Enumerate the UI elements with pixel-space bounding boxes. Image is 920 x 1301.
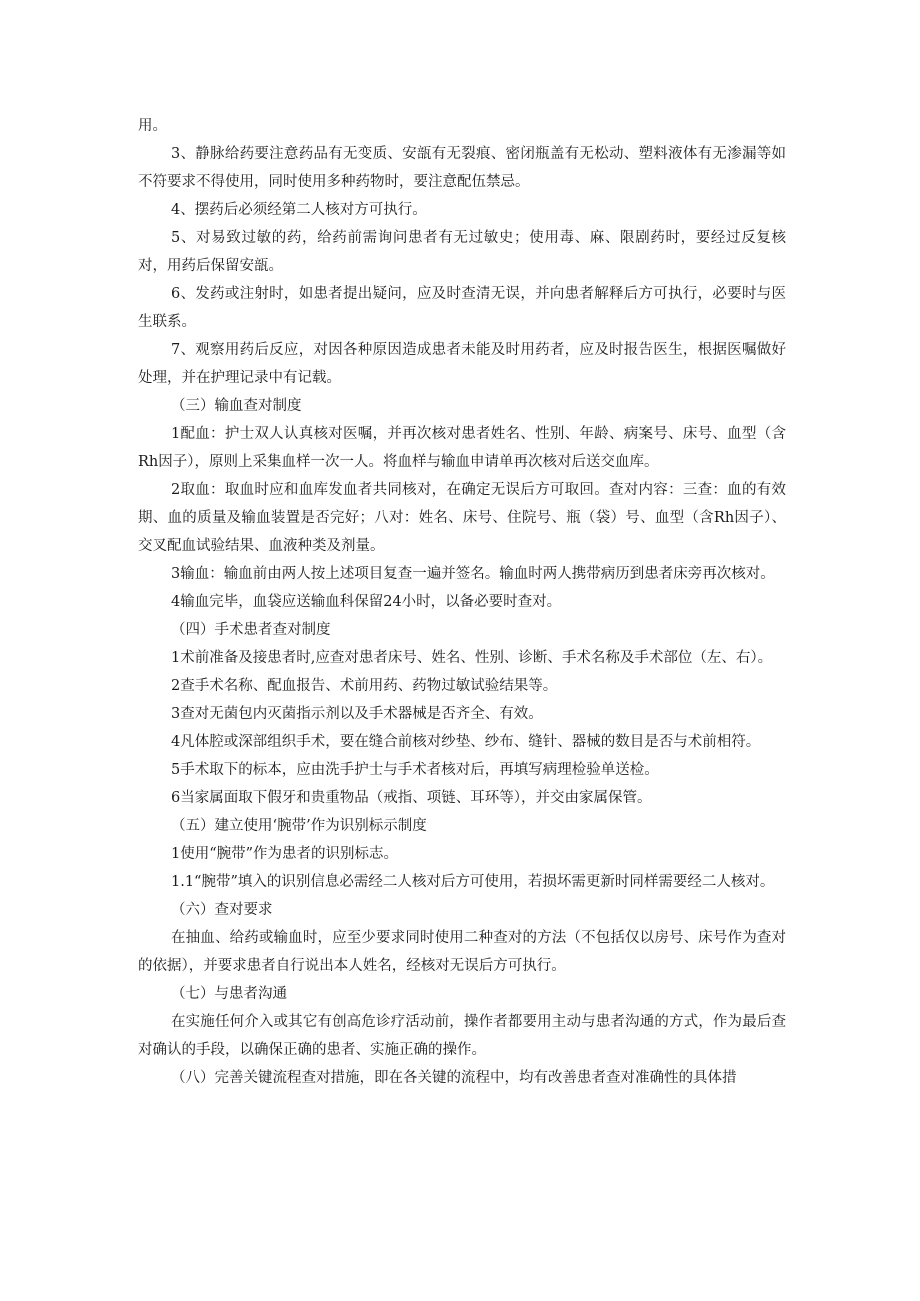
paragraph-item-5: 5、对易致过敏的药，给药前需询问患者有无过敏史；使用毒、麻、限剧药时，要经过反复核对，用药后保留安瓿。 [138,230,786,274]
paragraph-item-7: 7、观察用药后反应，对因各种原因造成患者未能及时用药者，应及时报告医生，根据医嘱做好处理，并在护理记录中有记载。 [138,342,786,386]
paragraph-item-4: 4、摆药后必须经第二人核对方可执行。 [171,202,427,218]
paragraph-surgery-3: 3查对无菌包内灭菌指示剂以及手术器械是否齐全、有效。 [171,706,543,722]
section-heading-key-processes: （八）完善关键流程查对措施，即在各关键的流程中，均有改善患者查对准确性的具体措 [171,1070,737,1086]
paragraph-blood-matching: 1配血：护士双人认真核对医嘱，并再次核对患者姓名、性别、年龄、病案号、床号、血型（含Rh因子），原则上采集血样一次一人。将血样与输血申请单再次核对后送交血库。 [138,426,786,470]
section-heading-requirements: （六）查对要求 [171,902,273,918]
paragraph-blood-pickup: 2取血：取血时应和血库发血者共同核对，在确定无误后方可取回。查对内容：三查：血的有效期、血的质量及输血装置是否完好；八对：姓名、床号、住院号、瓶（袋）号、血型（含Rh因子）、交叉配血试验结果、血液种类及剂量。 [138,482,786,554]
paragraph-surgery-4: 4凡体腔或深部组织手术，要在缝合前核对纱垫、纱布、缝针、器械的数目是否与术前相符。 [171,734,761,750]
paragraph-blood-complete: 4输血完毕，血袋应送输血科保留24小时，以备必要时查对。 [171,594,562,610]
section-heading-wristband: （五）建立使用‘腕带’作为识别标示制度 [171,818,427,834]
paragraph-surgery-5: 5手术取下的标本，应由洗手护士与手术者核对后，再填写病理检验单送检。 [171,762,659,778]
paragraph-continuation: 用。 [138,118,167,134]
paragraph-wristband-1: 1使用“腕带”作为患者的识别标志。 [171,846,399,862]
paragraph-requirements: 在抽血、给药或输血时，应至少要求同时使用二种查对的方法（不包括仅以房号、床号作为查对的依据），并要求患者自行说出本人姓名，经核对无误后方可执行。 [138,930,786,974]
section-heading-blood-transfusion: （三）输血查对制度 [171,398,302,414]
paragraph-surgery-2: 2查手术名称、配血报告、术前用药、药物过敏试验结果等。 [171,678,558,694]
paragraph-item-3: 3、静脉给药要注意药品有无变质、安瓿有无裂痕、密闭瓶盖有无松动、塑料液体有无渗漏等如不符要求不得使用，同时使用多种药物时，要注意配伍禁忌。 [138,146,786,190]
paragraph-wristband-1-1: 1.1“腕带”填入的识别信息必需经二人核对后方可使用，若损坏需更新时同样需要经二人核对。 [171,874,775,890]
section-heading-communication: （七）与患者沟通 [171,986,287,1002]
document-page [138,112,786,1092]
paragraph-communication: 在实施任何介入或其它有创高危诊疗活动前，操作者都要用主动与患者沟通的方式，作为最后查对确认的手段，以确保正确的患者、实施正确的操作。 [138,1014,786,1058]
paragraph-blood-transfusion: 3输血：输血前由两人按上述项目复查一遍并签名。输血时两人携带病历到患者床旁再次核对。 [171,566,775,582]
section-heading-surgery: （四）手术患者查对制度 [171,622,331,638]
paragraph-surgery-6: 6当家属面取下假牙和贵重物品（戒指、项链、耳环等），并交由家属保管。 [171,790,652,806]
paragraph-item-6: 6、发药或注射时，如患者提出疑问，应及时查清无误，并向患者解释后方可执行，必要时与医生联系。 [138,286,786,330]
paragraph-surgery-1: 1术前准备及接患者时,应查对患者床号、姓名、性别、诊断、手术名称及手术部位（左、右）。 [171,650,773,666]
